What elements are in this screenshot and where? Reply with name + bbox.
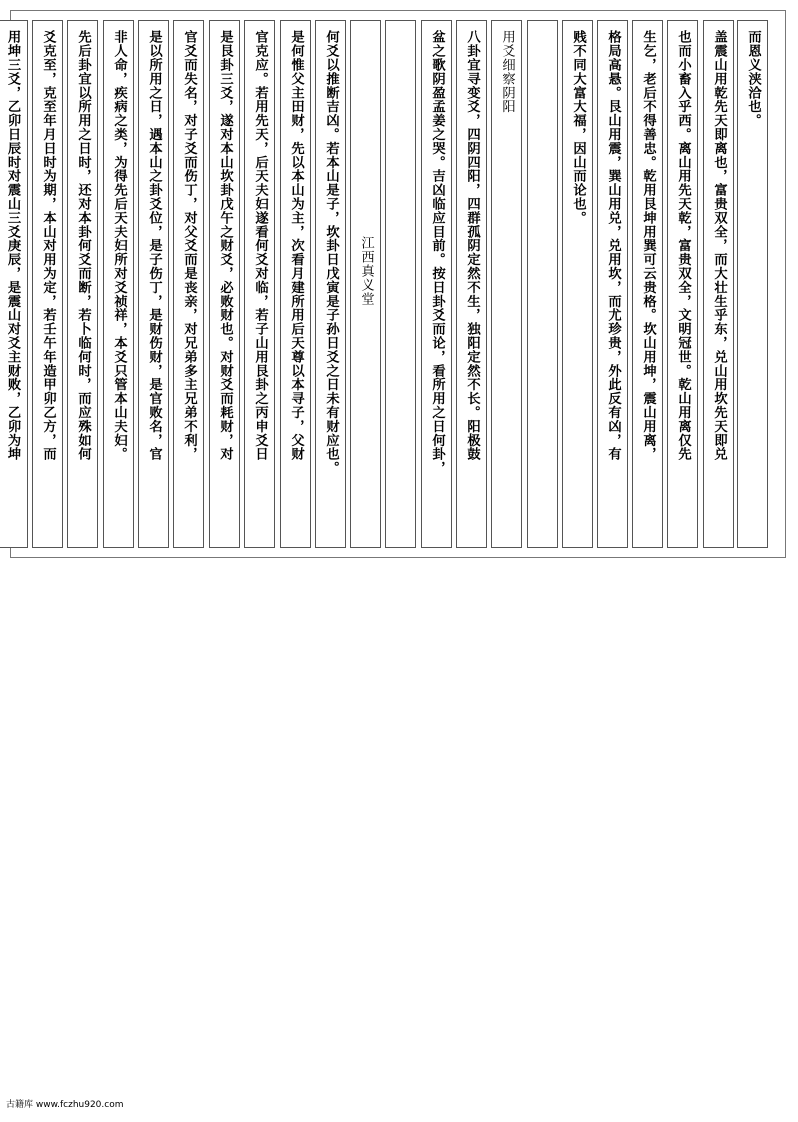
column-text: 爻克至，克至年月日时为期，本山对用为定，若壬午年造甲卯乙方，而 bbox=[40, 30, 56, 461]
text-column-17 bbox=[173, 20, 204, 548]
text-column-18 bbox=[138, 20, 169, 548]
text-column-3 bbox=[667, 20, 698, 548]
text-column-2 bbox=[703, 20, 734, 548]
column-text: 也而小畜入乎西。离山用先天乾，富贵双全，文明冠世。乾山用离仅先 bbox=[675, 30, 691, 461]
column-text: 格局高悬。艮山用震，巽山用兑，兑用坎，而尤珍贵，外此反有凶，有 bbox=[605, 30, 621, 461]
text-column-16 bbox=[209, 20, 240, 548]
section-heading: 用爻细察阴阳 bbox=[499, 30, 515, 114]
text-column-14 bbox=[280, 20, 311, 548]
publisher-label: 江西真义堂 bbox=[358, 236, 374, 306]
footer-watermark: 古籍库 www.fczhu920.com bbox=[6, 1100, 124, 1110]
text-column-6 bbox=[562, 20, 593, 548]
column-text: 而恩义浃洽也。 bbox=[745, 30, 761, 128]
column-text: 盖震山用乾先天即离也，富贵双全，而大壮生乎东，兑山用坎先天即兑 bbox=[711, 30, 727, 461]
column-text: 盆之歌阴盈孟姜之哭。吉凶临应目前。按日卦爻而论，看所用之日何卦， bbox=[429, 30, 445, 475]
text-column-15 bbox=[244, 20, 275, 548]
text-column-21 bbox=[32, 20, 63, 548]
text-column-20 bbox=[67, 20, 98, 548]
empty-column-7 bbox=[527, 20, 558, 548]
column-text: 是艮卦三爻，遂对本山坎卦戊午之财爻，必败财也。对财爻而耗财，对 bbox=[217, 30, 233, 461]
column-text: 用坤三爻，乙卯日辰时对震山三爻庚辰，是震山对爻主财败，乙卯为坤 bbox=[5, 30, 20, 461]
section-heading-column bbox=[491, 20, 522, 548]
text-column-10 bbox=[421, 20, 452, 548]
text-column-22 bbox=[0, 20, 28, 548]
text-column-5 bbox=[597, 20, 628, 548]
column-text: 是以所用之日，遇本山之卦爻位，是子伤丁，是财伤财，是官败名，官 bbox=[146, 30, 162, 461]
column-text: 生乞，老后不得善忠。乾用艮坤用巽可云贵格。坎山用坤，震山用离， bbox=[640, 30, 656, 461]
text-column-4 bbox=[632, 20, 663, 548]
text-column-9 bbox=[456, 20, 487, 548]
text-column-19 bbox=[103, 20, 134, 548]
column-text: 何爻以推断吉凶。若本山是子，坎卦日戊寅是子孙日爻之日未有财应也。 bbox=[323, 30, 339, 475]
column-text: 官克应。若用先天，后天夫妇遂看何爻对临，若子山用艮卦之丙申爻日 bbox=[252, 30, 268, 461]
empty-column-11 bbox=[385, 20, 416, 548]
column-text: 官爻而失名，对子爻而伤丁，对父爻而是丧亲，对兄弟多主兄弟不利， bbox=[181, 30, 197, 461]
publisher-column bbox=[350, 20, 381, 548]
column-text: 八卦宜寻变爻，四阴四阳，四群孤阴定然不生，独阳定然不长。阳极鼓 bbox=[464, 30, 480, 461]
column-text: 是何惟父主田财，先以本山为主，次看月建所用后天尊以本寻子，父财 bbox=[288, 30, 304, 461]
text-column-1 bbox=[737, 20, 768, 548]
column-text: 先后卦宜以所用之日时，还对本卦何爻而断，若卜临何时，而应殊如何 bbox=[75, 30, 91, 461]
text-column-13 bbox=[315, 20, 346, 548]
column-text: 贱不同大富大福，因山而论也。 bbox=[570, 30, 586, 225]
column-text: 非人命，疾病之类，为得先后天夫妇所对爻祯祥，本爻只管本山夫妇。 bbox=[111, 30, 127, 461]
